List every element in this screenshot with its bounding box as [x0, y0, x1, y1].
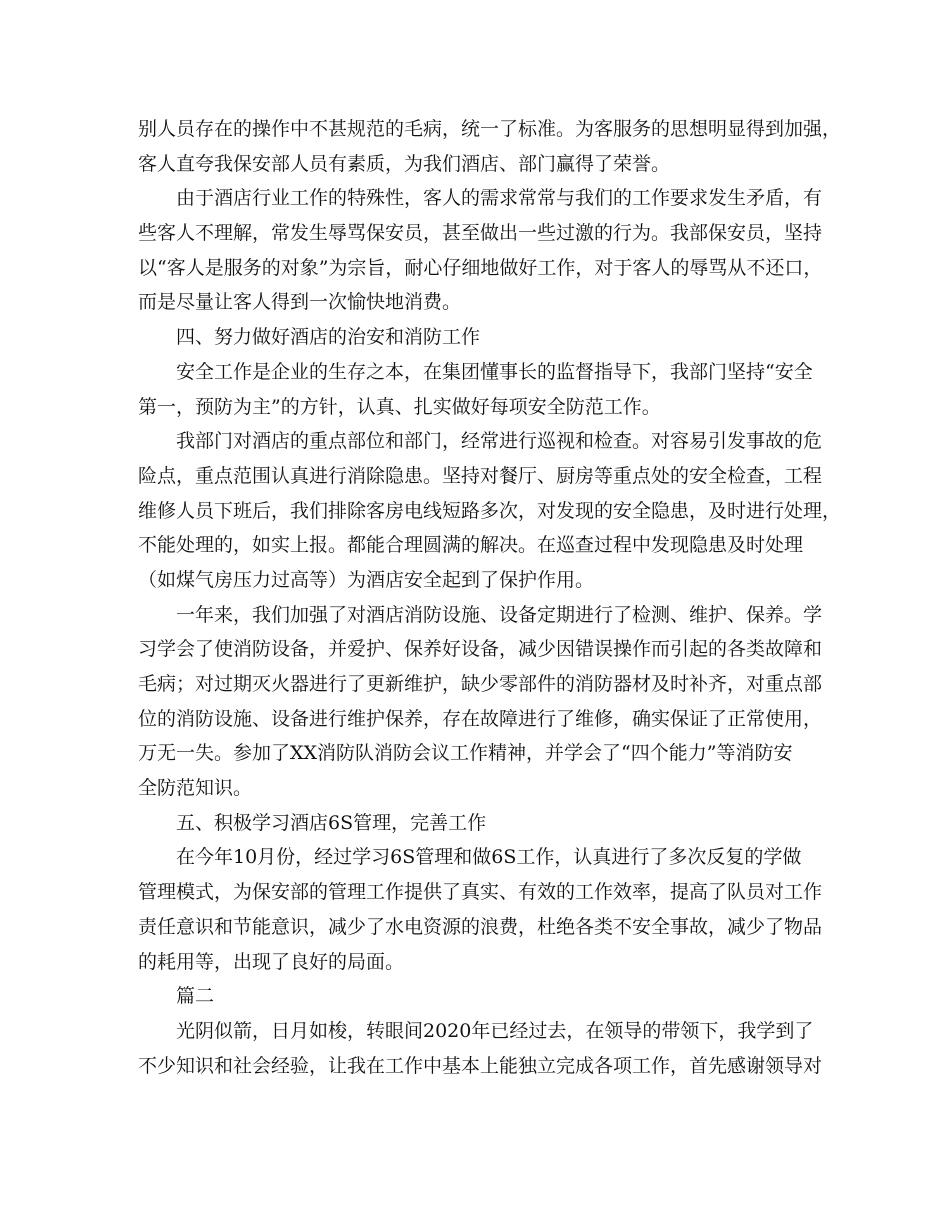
text-line: 我部门对酒店的重点部位和部门，经常进行巡视和检查。对容易引发事故的危 [176, 430, 823, 453]
text-line: 不少知识和社会经验，让我在工作中基本上能独立完成各项工作，首先感谢领导对 [138, 1054, 823, 1077]
text-line: 客人直夸我保安部人员有素质，为我们酒店、部门赢得了荣誉。 [138, 152, 671, 175]
text-line: 光阴似箭，日月如梭，转眼间2020年已经过去，在领导的带领下，我学到了 [176, 1019, 814, 1042]
text-line: 些客人不理解，常发生辱骂保安员，甚至做出一些过激的行为。我部保安员，坚持 [138, 222, 823, 245]
text-line: 不能处理的，如实上报。都能合理圆满的解决。在巡查过程中发现隐患及时处理 [138, 534, 804, 557]
text-line: 由于酒店行业工作的特殊性，客人的需求常常与我们的工作要求发生矛盾，有 [176, 187, 823, 210]
text-line: 维修人员下班后，我们排除客房电线短路多次，对发现的安全隐患，及时进行处理， [138, 499, 842, 522]
section-heading: 篇二 [176, 985, 215, 1008]
text-line: 毛病；对过期灭火器进行了更新维护，缺少零部件的消防器材及时补齐，对重点部 [138, 673, 823, 695]
section-heading: 四、努力做好酒店的治安和消防工作 [176, 326, 481, 349]
text-line: 第一，预防为主”的方针，认真、扎实做好每项安全防范工作。 [138, 395, 661, 418]
document-body [138, 112, 842, 1083]
text-line: 而是尽量让客人得到一次愉快地消费。 [138, 291, 462, 314]
text-line: 险点，重点范围认真进行消除隐患。坚持对餐厅、厨房等重点处的安全检查，工程 [138, 464, 823, 487]
text-line: 责任意识和节能意识，减少了水电资源的浪费，杜绝各类不安全事故，减少了物品 [138, 915, 823, 938]
text-line: 在今年10月份，经过学习6S管理和做6S工作，认真进行了多次反复的学做 [176, 846, 802, 869]
text-line: 管理模式，为保安部的管理工作提供了真实、有效的工作效率，提高了队员对工作 [138, 881, 823, 904]
text-line: 一年来，我们加强了对酒店消防设施、设备定期进行了检测、维护、保养。学 [176, 603, 823, 626]
text-line: 的耗用等，出现了良好的局面。 [138, 950, 405, 973]
section-heading: 五、积极学习酒店6S管理，完善工作 [176, 811, 487, 834]
text-line: （如煤气房压力过高等）为酒店安全起到了保护作用。 [138, 568, 595, 591]
text-line: 全防范知识。 [138, 777, 253, 800]
text-line: 位的消防设施、设备进行维护保养，存在故障进行了维修，确实保证了正常使用， [138, 707, 823, 730]
text-line: 别人员存在的操作中不甚规范的毛病，统一了标准。为客服务的思想明显得到加强， [138, 118, 842, 140]
text-line: 安全工作是企业的生存之本，在集团懂事长的监督指导下，我部门坚持“安全 [176, 360, 813, 383]
text-line: 习学会了使消防设备，并爱护、保养好设备，减少因错误操作而引起的各类故障和 [138, 638, 823, 661]
text-line: 以“客人是服务的对象”为宗旨，耐心仔细地做好工作，对于客人的辱骂从不还口， [138, 256, 823, 279]
text-line: 万无一失。参加了XX消防队消防会议工作精神，并学会了“四个能力”等消防安 [138, 742, 793, 765]
